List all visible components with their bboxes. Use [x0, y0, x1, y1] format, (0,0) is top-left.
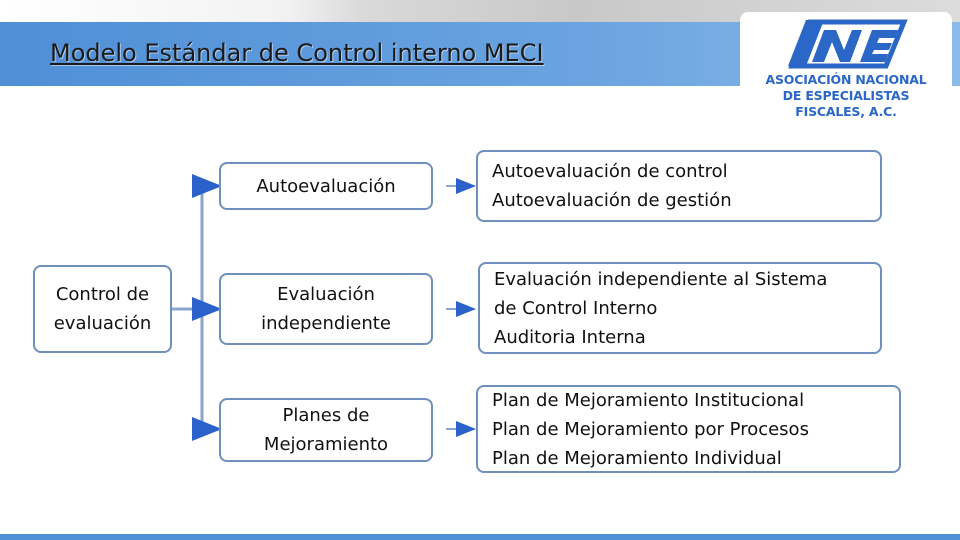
detail-line: Plan de Mejoramiento Individual [492, 447, 782, 469]
detail-line: Auditoria Interna [494, 326, 646, 348]
branch-label-line: independiente [261, 313, 391, 334]
detail-box-planes-mejoramiento [476, 385, 901, 473]
slide-title: Modelo Estándar de Control interno MECI [50, 39, 544, 67]
detail-line: Plan de Mejoramiento Institucional [492, 389, 805, 411]
bottom-strip [0, 534, 960, 540]
root-label-line: evaluación [53, 313, 152, 334]
branch-box-evaluacion-independiente [219, 273, 433, 345]
logo-text-line: ASOCIACIÓN NACIONAL [765, 72, 927, 87]
branch-label-line: Planes de [282, 405, 370, 426]
branch-label-line: Evaluación [277, 284, 375, 305]
detail-box-evaluacion-independiente [478, 262, 882, 354]
logo-text-line: DE ESPECIALISTAS [782, 88, 910, 103]
root-label-line: Control de [55, 284, 150, 305]
detail-line: Autoevaluación de control [492, 161, 728, 182]
logo-text-line: FISCALES, A.C. [795, 104, 897, 119]
branch-box-autoevaluacion [219, 162, 433, 210]
detail-line: Plan de Mejoramiento por Procesos [492, 418, 809, 440]
detail-box-autoevaluacion [476, 150, 882, 222]
branch-box-planes-mejoramiento [219, 398, 433, 462]
detail-line: de Control Interno [494, 297, 658, 319]
root-box-control-evaluacion [33, 265, 172, 353]
branch-label-line: Autoevaluación [256, 175, 396, 197]
detail-line: Autoevaluación de gestión [492, 190, 732, 211]
branch-label-line: Mejoramiento [263, 434, 389, 455]
detail-line: Evaluación independiente al Sistema [494, 268, 828, 290]
